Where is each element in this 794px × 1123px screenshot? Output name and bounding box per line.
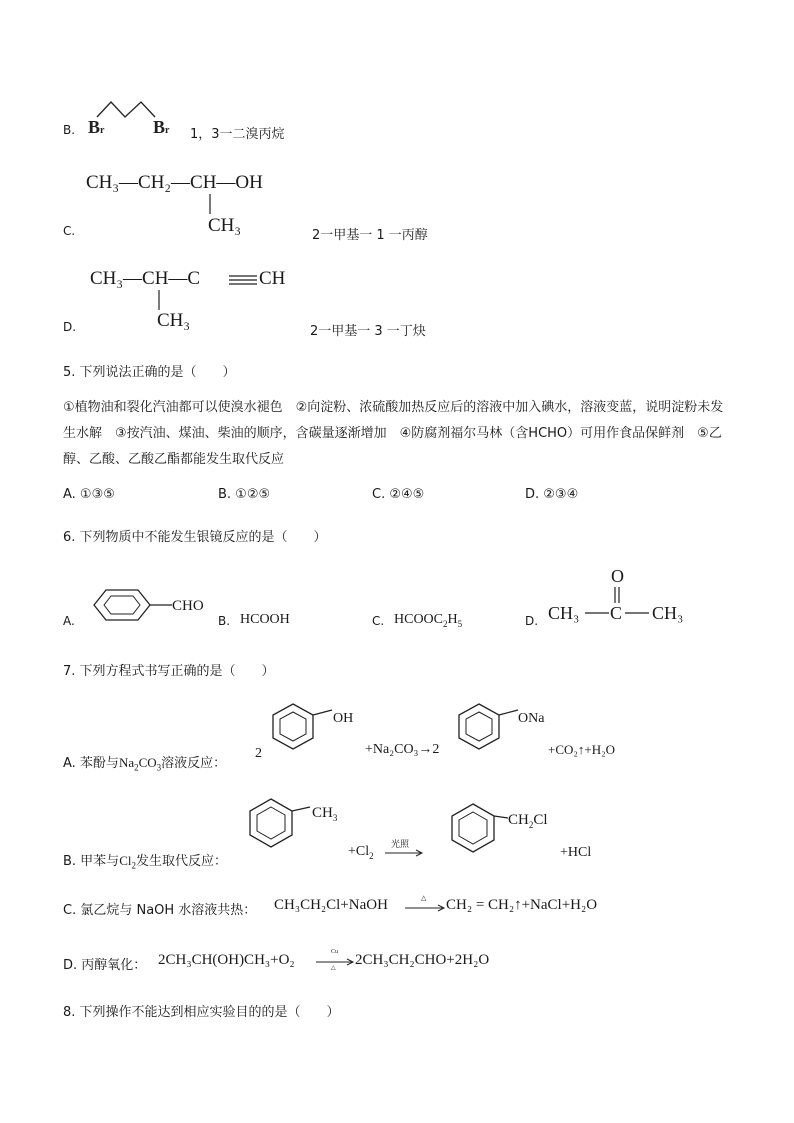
q4-option-d-branch-bond bbox=[157, 290, 161, 312]
q7-d-eq-left: 2CH₃CH(OH)CH₃+O₂ bbox=[158, 952, 295, 968]
q7-d-cond-bottom: △ bbox=[331, 965, 336, 971]
q7-b-condition: 光照 bbox=[391, 840, 410, 850]
q6-option-c-formula bbox=[394, 612, 462, 629]
q7-a-co: CO bbox=[138, 755, 157, 770]
q4-option-c-main-chain: CH₃—CH₂—CH—OH bbox=[86, 172, 263, 193]
phenoxide-ring bbox=[458, 700, 528, 760]
q7-a-label-end: 溶液反应： bbox=[161, 756, 227, 771]
q7-b-ch2cl-sub: 2 bbox=[528, 820, 534, 830]
q7-b-plus-sub: 2 bbox=[369, 850, 374, 861]
q6-c-sub1: 2 bbox=[443, 618, 448, 629]
q7-b-label-start: B. 甲苯与 bbox=[63, 854, 120, 869]
q7-option-a-label bbox=[63, 752, 226, 773]
q4-option-c-branch: CH₃ bbox=[208, 215, 242, 236]
phenol-ring bbox=[272, 700, 342, 760]
benzyl-chloride-ring bbox=[450, 800, 530, 860]
q6-option-a-letter: A. bbox=[63, 614, 75, 628]
br-left: Br bbox=[88, 117, 105, 137]
q7-b-ch2cl bbox=[508, 812, 548, 830]
q6-option-b-formula: HCOOH bbox=[240, 612, 290, 627]
q4-option-d-branch: CH₃ bbox=[157, 310, 191, 331]
q7-c-eq-right: CH₂ = CH₂↑+NaCl+H₂O bbox=[446, 897, 598, 913]
q7-b-ch3-text: CH bbox=[312, 805, 333, 821]
q7-a-na: Na bbox=[118, 755, 135, 770]
q7-a-products: +CO₂↑+H₂O bbox=[548, 742, 616, 757]
q6-option-b-letter: B. bbox=[218, 614, 231, 628]
q7-c-cond: △ bbox=[421, 894, 427, 902]
q4-option-d-main-left: CH₃—CH—C bbox=[90, 268, 201, 289]
q7-a-oh: OH bbox=[333, 711, 354, 726]
q5-option-b: B. ①②⑤ bbox=[218, 487, 271, 502]
q7-b-label-end: 发生取代反应： bbox=[135, 854, 227, 869]
q6-option-d-carbon: C bbox=[610, 603, 623, 623]
q5-option-a: A. ①③⑤ bbox=[63, 487, 115, 502]
q7-b-cl-sub: 2 bbox=[131, 860, 136, 871]
q6-option-d-letter: D. bbox=[525, 614, 539, 628]
q7-b-hcl: +HCl bbox=[560, 845, 592, 860]
q7-a-co-sub: 3 bbox=[156, 762, 162, 773]
q7-b-ch2cl-text: CH bbox=[508, 812, 529, 828]
q7-c-eq-left: CH₃CH₂Cl+NaOH bbox=[274, 897, 388, 913]
q4-option-c-letter: C. bbox=[63, 224, 76, 238]
q5-option-c: C. ②④⑤ bbox=[372, 487, 425, 502]
q7-b-plus-cl2 bbox=[348, 844, 374, 861]
q5-stem: 5. 下列说法正确的是（ ） bbox=[63, 365, 236, 380]
q7-d-eq-right: 2CH₃CH₂CHO+2H₂O bbox=[355, 952, 490, 968]
q6-stem: 6. 下列物质中不能发生银镜反应的是（ ） bbox=[63, 530, 327, 545]
q8-stem: 8. 下列操作不能达到相应实验目的的是（ ） bbox=[63, 1005, 340, 1020]
q7-d-arrow bbox=[316, 958, 356, 966]
q4-option-b-name: 1，3一二溴丙烷 bbox=[190, 127, 285, 142]
q6-c-sub2: 5 bbox=[457, 618, 463, 629]
q7-stem: 7. 下列方程式书写正确的是（ ） bbox=[63, 664, 275, 679]
q7-a-label-start: A. 苯酚与 bbox=[63, 756, 119, 771]
q7-a-plus: +Na₂CO₃→2 bbox=[365, 742, 440, 757]
q6-option-d-left: CH₃ bbox=[548, 603, 580, 623]
q7-option-b-label bbox=[63, 850, 227, 871]
q4-option-d-name: 2一甲基一 3 一丁炔 bbox=[310, 324, 426, 339]
q6-option-c-letter: C. bbox=[372, 614, 385, 628]
q7-c-arrow bbox=[405, 904, 447, 912]
q7-a-na-sub: 2 bbox=[134, 762, 139, 773]
toluene-ring bbox=[248, 795, 328, 855]
q4-option-d-main-right: CH bbox=[259, 268, 286, 289]
q7-a-coef: 2 bbox=[255, 746, 262, 761]
dibromopropane-structure bbox=[85, 95, 185, 140]
q4-option-d-letter: D. bbox=[63, 320, 77, 334]
q7-option-c-label: C. 氯乙烷与 NaOH 水溶液共热： bbox=[63, 903, 257, 918]
q7-b-arrow bbox=[385, 849, 425, 857]
q6-c-part2: H bbox=[447, 612, 458, 627]
q6-option-d-right: CH₃ bbox=[652, 603, 684, 623]
q5-option-d: D. ②③④ bbox=[525, 487, 579, 502]
q4-option-c-name: 2一甲基一 1 一丙醇 bbox=[312, 228, 428, 243]
triple-bond bbox=[229, 272, 259, 288]
br-right: Br bbox=[153, 117, 170, 137]
q7-b-ch3-sub: 3 bbox=[332, 813, 338, 823]
q7-option-d-label: D. 丙醇氧化： bbox=[63, 958, 147, 973]
q4-option-c-branch-bond bbox=[208, 194, 212, 216]
q5-body: ①植物油和裂化汽油都可以使溴水褪色 ②向淀粉、浓硫酸加热反应后的溶液中加入碘水，溶液变蓝，说明淀粉未发生水解 ③按汽油、煤油、柴油的顺序，含碳量逐渐增加 ④防腐剂福尔马林（含HCHO）可用作食品保鲜剂 ⑤乙醇、乙酸、乙酸乙酯都能发生取代反应 bbox=[63, 400, 724, 467]
q7-b-plus-text: +Cl bbox=[348, 844, 370, 859]
benzaldehyde-ring bbox=[86, 585, 186, 625]
q6-c-part1: HCOOC bbox=[394, 612, 444, 627]
q4-option-b-letter: B. bbox=[63, 123, 76, 137]
q7-b-ch2cl-end: Cl bbox=[533, 812, 548, 828]
q6-option-d-oxygen: O bbox=[611, 566, 624, 586]
q7-a-ona: ONa bbox=[518, 711, 545, 726]
q6-option-a-cho: CHO bbox=[172, 598, 204, 614]
q7-b-cl: Cl bbox=[119, 853, 132, 868]
q7-d-cond-top: Cu bbox=[331, 949, 339, 955]
q7-b-ch3 bbox=[312, 805, 337, 823]
